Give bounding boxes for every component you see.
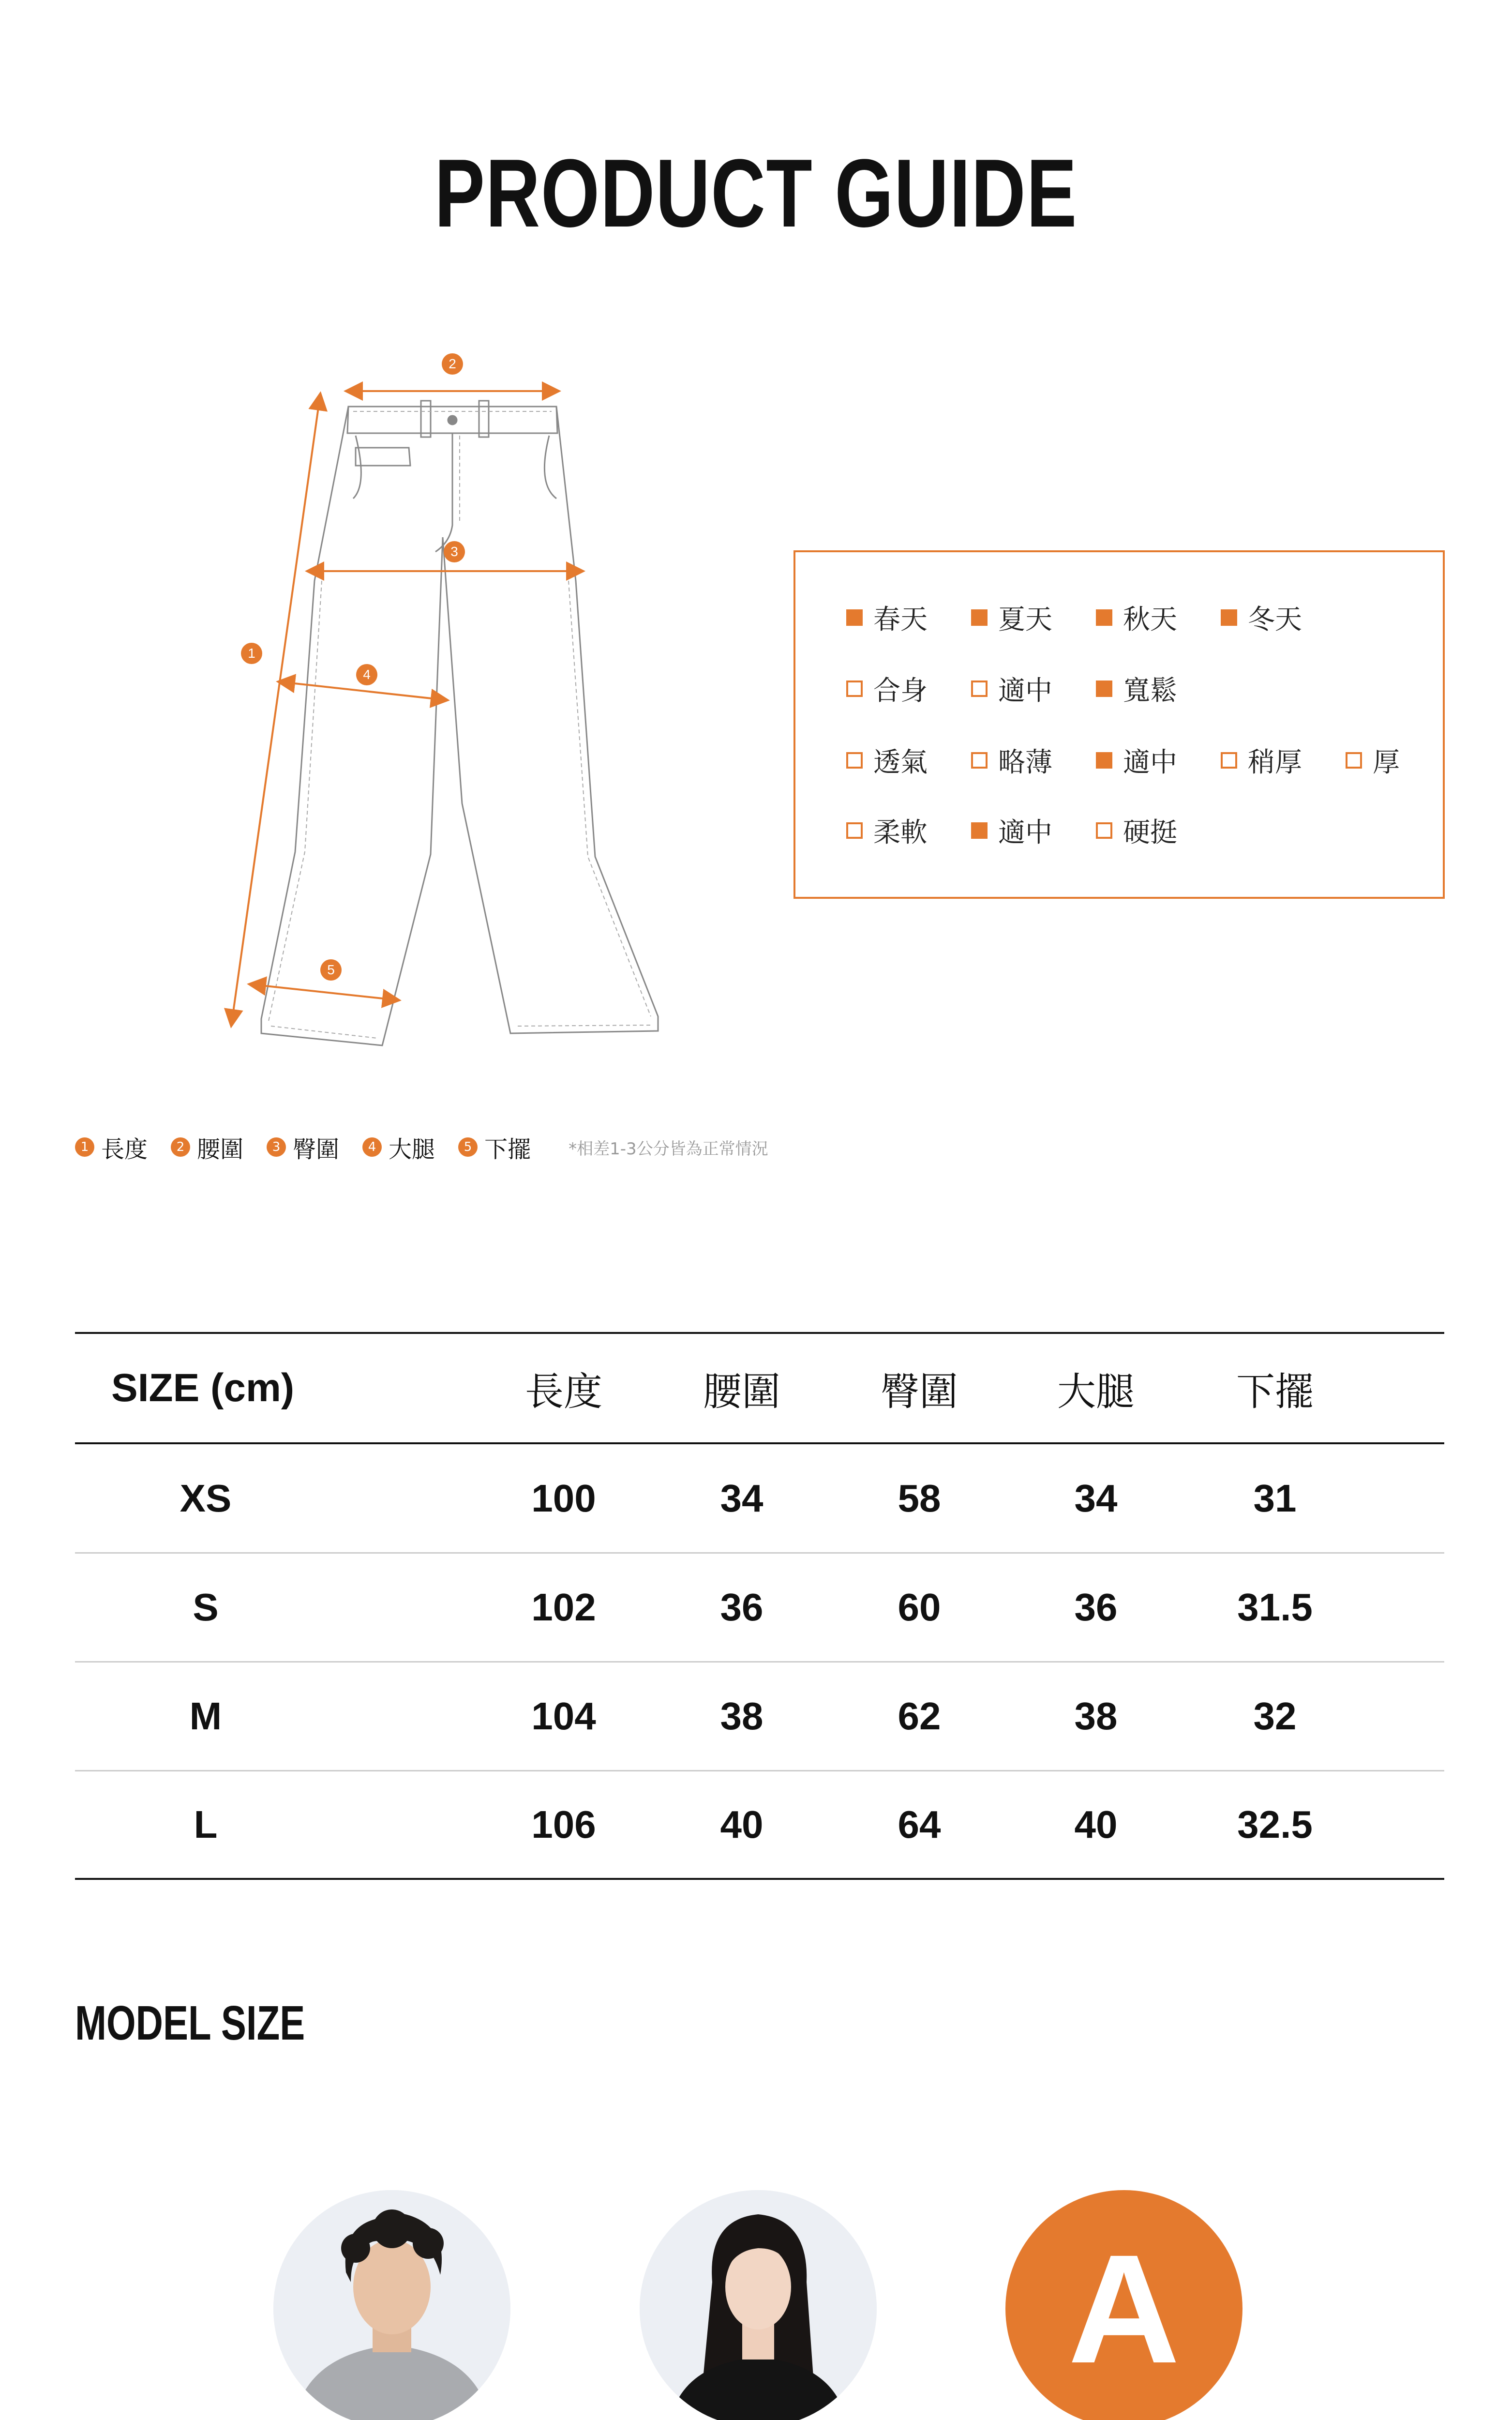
avatar bbox=[640, 2190, 877, 2420]
checkbox-empty-icon bbox=[1096, 822, 1112, 839]
size-cell: XS bbox=[180, 1476, 232, 1520]
thigh-cell: 34 bbox=[1074, 1476, 1118, 1520]
marker-1: 1 bbox=[241, 643, 262, 664]
attr-item bbox=[846, 669, 971, 708]
hip-cell: 60 bbox=[898, 1586, 941, 1629]
legend-item bbox=[362, 1131, 435, 1164]
attr-item bbox=[1096, 598, 1221, 637]
hem-cell: 32.5 bbox=[1237, 1803, 1313, 1846]
attr-item bbox=[846, 811, 971, 850]
attr-label: 冬天 bbox=[1248, 604, 1302, 635]
hip-cell: 62 bbox=[898, 1694, 941, 1738]
header-waist: 腰圍 bbox=[703, 1369, 780, 1414]
hem-cell: 31.5 bbox=[1237, 1586, 1313, 1629]
thigh-cell: 36 bbox=[1074, 1586, 1118, 1629]
tolerance-note: *相差1-3公分皆為正常情況 bbox=[569, 1139, 768, 1159]
marker-2: 2 bbox=[442, 353, 463, 375]
header-hip: 臀圍 bbox=[881, 1369, 958, 1414]
checkbox-checked-icon bbox=[1096, 681, 1112, 697]
avatar-letter-text: A bbox=[1068, 2222, 1180, 2395]
table-row bbox=[75, 1663, 1444, 1770]
waist-cell: 34 bbox=[720, 1476, 763, 1520]
legend-dot: 5 bbox=[458, 1137, 478, 1157]
attr-item bbox=[1221, 741, 1346, 780]
model-size-title: MODEL SIZE bbox=[75, 1996, 305, 2050]
waist-cell: 38 bbox=[720, 1694, 763, 1738]
checkbox-checked-icon bbox=[1096, 752, 1112, 769]
attr-label: 硬挺 bbox=[1123, 817, 1177, 848]
model-card-cassie bbox=[640, 2190, 877, 2420]
attr-label: 略薄 bbox=[998, 747, 1052, 778]
model-card-yang bbox=[273, 2190, 510, 2420]
length-cell: 106 bbox=[531, 1803, 596, 1846]
model-card-a bbox=[1005, 2190, 1243, 2420]
checkbox-empty-icon bbox=[846, 681, 863, 697]
size-cell: L bbox=[194, 1803, 218, 1846]
attr-item bbox=[971, 741, 1096, 780]
legend-dot: 2 bbox=[171, 1137, 190, 1157]
female-portrait-icon bbox=[640, 2190, 877, 2420]
measurement-legend bbox=[75, 1128, 768, 1166]
legend-label: 腰圍 bbox=[197, 1135, 244, 1163]
attr-item bbox=[1096, 741, 1221, 780]
attr-label: 透氣 bbox=[873, 747, 928, 778]
legend-item bbox=[458, 1131, 531, 1164]
hip-cell: 58 bbox=[898, 1476, 941, 1520]
attr-item bbox=[846, 741, 971, 780]
fit-row bbox=[846, 669, 1221, 708]
page-title: PRODUCT GUIDE bbox=[434, 139, 1078, 247]
marker-3: 3 bbox=[444, 541, 465, 562]
avatar-letter bbox=[1005, 2190, 1243, 2420]
table-bottom-rule bbox=[75, 1878, 1444, 1880]
table-row bbox=[75, 1554, 1444, 1661]
pants-diagram bbox=[208, 339, 673, 1074]
table-row bbox=[75, 1771, 1444, 1878]
checkbox-empty-icon bbox=[1221, 752, 1237, 769]
length-cell: 100 bbox=[531, 1476, 596, 1520]
header-size: SIZE (cm) bbox=[111, 1366, 295, 1410]
waist-cell: 40 bbox=[720, 1803, 763, 1846]
size-cell: M bbox=[189, 1694, 222, 1738]
attr-label: 合身 bbox=[873, 675, 928, 707]
length-cell: 104 bbox=[531, 1694, 596, 1738]
hem-cell: 32 bbox=[1253, 1694, 1297, 1738]
checkbox-empty-icon bbox=[846, 752, 863, 769]
checkbox-checked-icon bbox=[846, 609, 863, 626]
checkbox-checked-icon bbox=[1221, 609, 1237, 626]
checkbox-empty-icon bbox=[1346, 752, 1362, 769]
legend-item bbox=[75, 1131, 148, 1164]
attr-item bbox=[1096, 811, 1221, 850]
thickness-row bbox=[846, 741, 1404, 780]
season-row bbox=[846, 598, 1346, 637]
checkbox-checked-icon bbox=[971, 609, 988, 626]
legend-label: 長度 bbox=[101, 1135, 148, 1163]
checkbox-checked-icon bbox=[1096, 609, 1112, 626]
attr-label: 柔軟 bbox=[873, 817, 928, 848]
table-row bbox=[75, 1444, 1444, 1552]
marker-5: 5 bbox=[320, 959, 342, 981]
size-cell: S bbox=[193, 1586, 219, 1629]
hip-cell: 64 bbox=[898, 1803, 941, 1846]
attr-label: 適中 bbox=[998, 817, 1052, 848]
legend-label: 臀圍 bbox=[293, 1135, 340, 1163]
attr-item bbox=[1221, 598, 1346, 637]
legend-dot: 3 bbox=[267, 1137, 286, 1157]
attr-item bbox=[1346, 741, 1404, 780]
pants-outline-icon bbox=[208, 339, 673, 1074]
legend-dot: 1 bbox=[75, 1137, 94, 1157]
checkbox-empty-icon bbox=[971, 752, 988, 769]
length-cell: 102 bbox=[531, 1586, 596, 1629]
legend-label: 大腿 bbox=[389, 1135, 435, 1163]
table-header-row bbox=[75, 1334, 1444, 1442]
legend-item bbox=[267, 1131, 339, 1164]
softness-row bbox=[846, 811, 1221, 850]
hem-cell: 31 bbox=[1253, 1476, 1297, 1520]
attr-item bbox=[971, 811, 1096, 850]
legend-item bbox=[171, 1131, 243, 1164]
marker-4: 4 bbox=[356, 664, 377, 685]
thigh-cell: 38 bbox=[1074, 1694, 1118, 1738]
attr-label: 春天 bbox=[873, 604, 928, 635]
attr-item bbox=[846, 598, 971, 637]
attr-label: 夏天 bbox=[998, 604, 1052, 635]
legend-label: 下擺 bbox=[484, 1135, 531, 1163]
header-thigh: 大腿 bbox=[1057, 1369, 1135, 1414]
checkbox-empty-icon bbox=[971, 681, 988, 697]
male-portrait-icon bbox=[273, 2190, 510, 2420]
attr-label: 稍厚 bbox=[1248, 747, 1302, 778]
checkbox-checked-icon bbox=[971, 822, 988, 839]
avatar bbox=[273, 2190, 510, 2420]
attr-label: 適中 bbox=[998, 675, 1052, 707]
attr-item bbox=[971, 669, 1096, 708]
attr-label: 秋天 bbox=[1123, 604, 1177, 635]
header-hem: 下擺 bbox=[1236, 1369, 1314, 1414]
checkbox-empty-icon bbox=[846, 822, 863, 839]
header-length: 長度 bbox=[525, 1369, 602, 1414]
legend-dot: 4 bbox=[362, 1137, 382, 1157]
attr-label: 寬鬆 bbox=[1123, 675, 1177, 707]
attr-label: 適中 bbox=[1123, 747, 1177, 778]
attr-item bbox=[1096, 669, 1221, 708]
thigh-cell: 40 bbox=[1074, 1803, 1118, 1846]
attr-label: 厚 bbox=[1373, 747, 1400, 778]
fabric-attributes-panel bbox=[793, 550, 1445, 899]
waist-cell: 36 bbox=[720, 1586, 763, 1629]
attr-item bbox=[971, 598, 1096, 637]
